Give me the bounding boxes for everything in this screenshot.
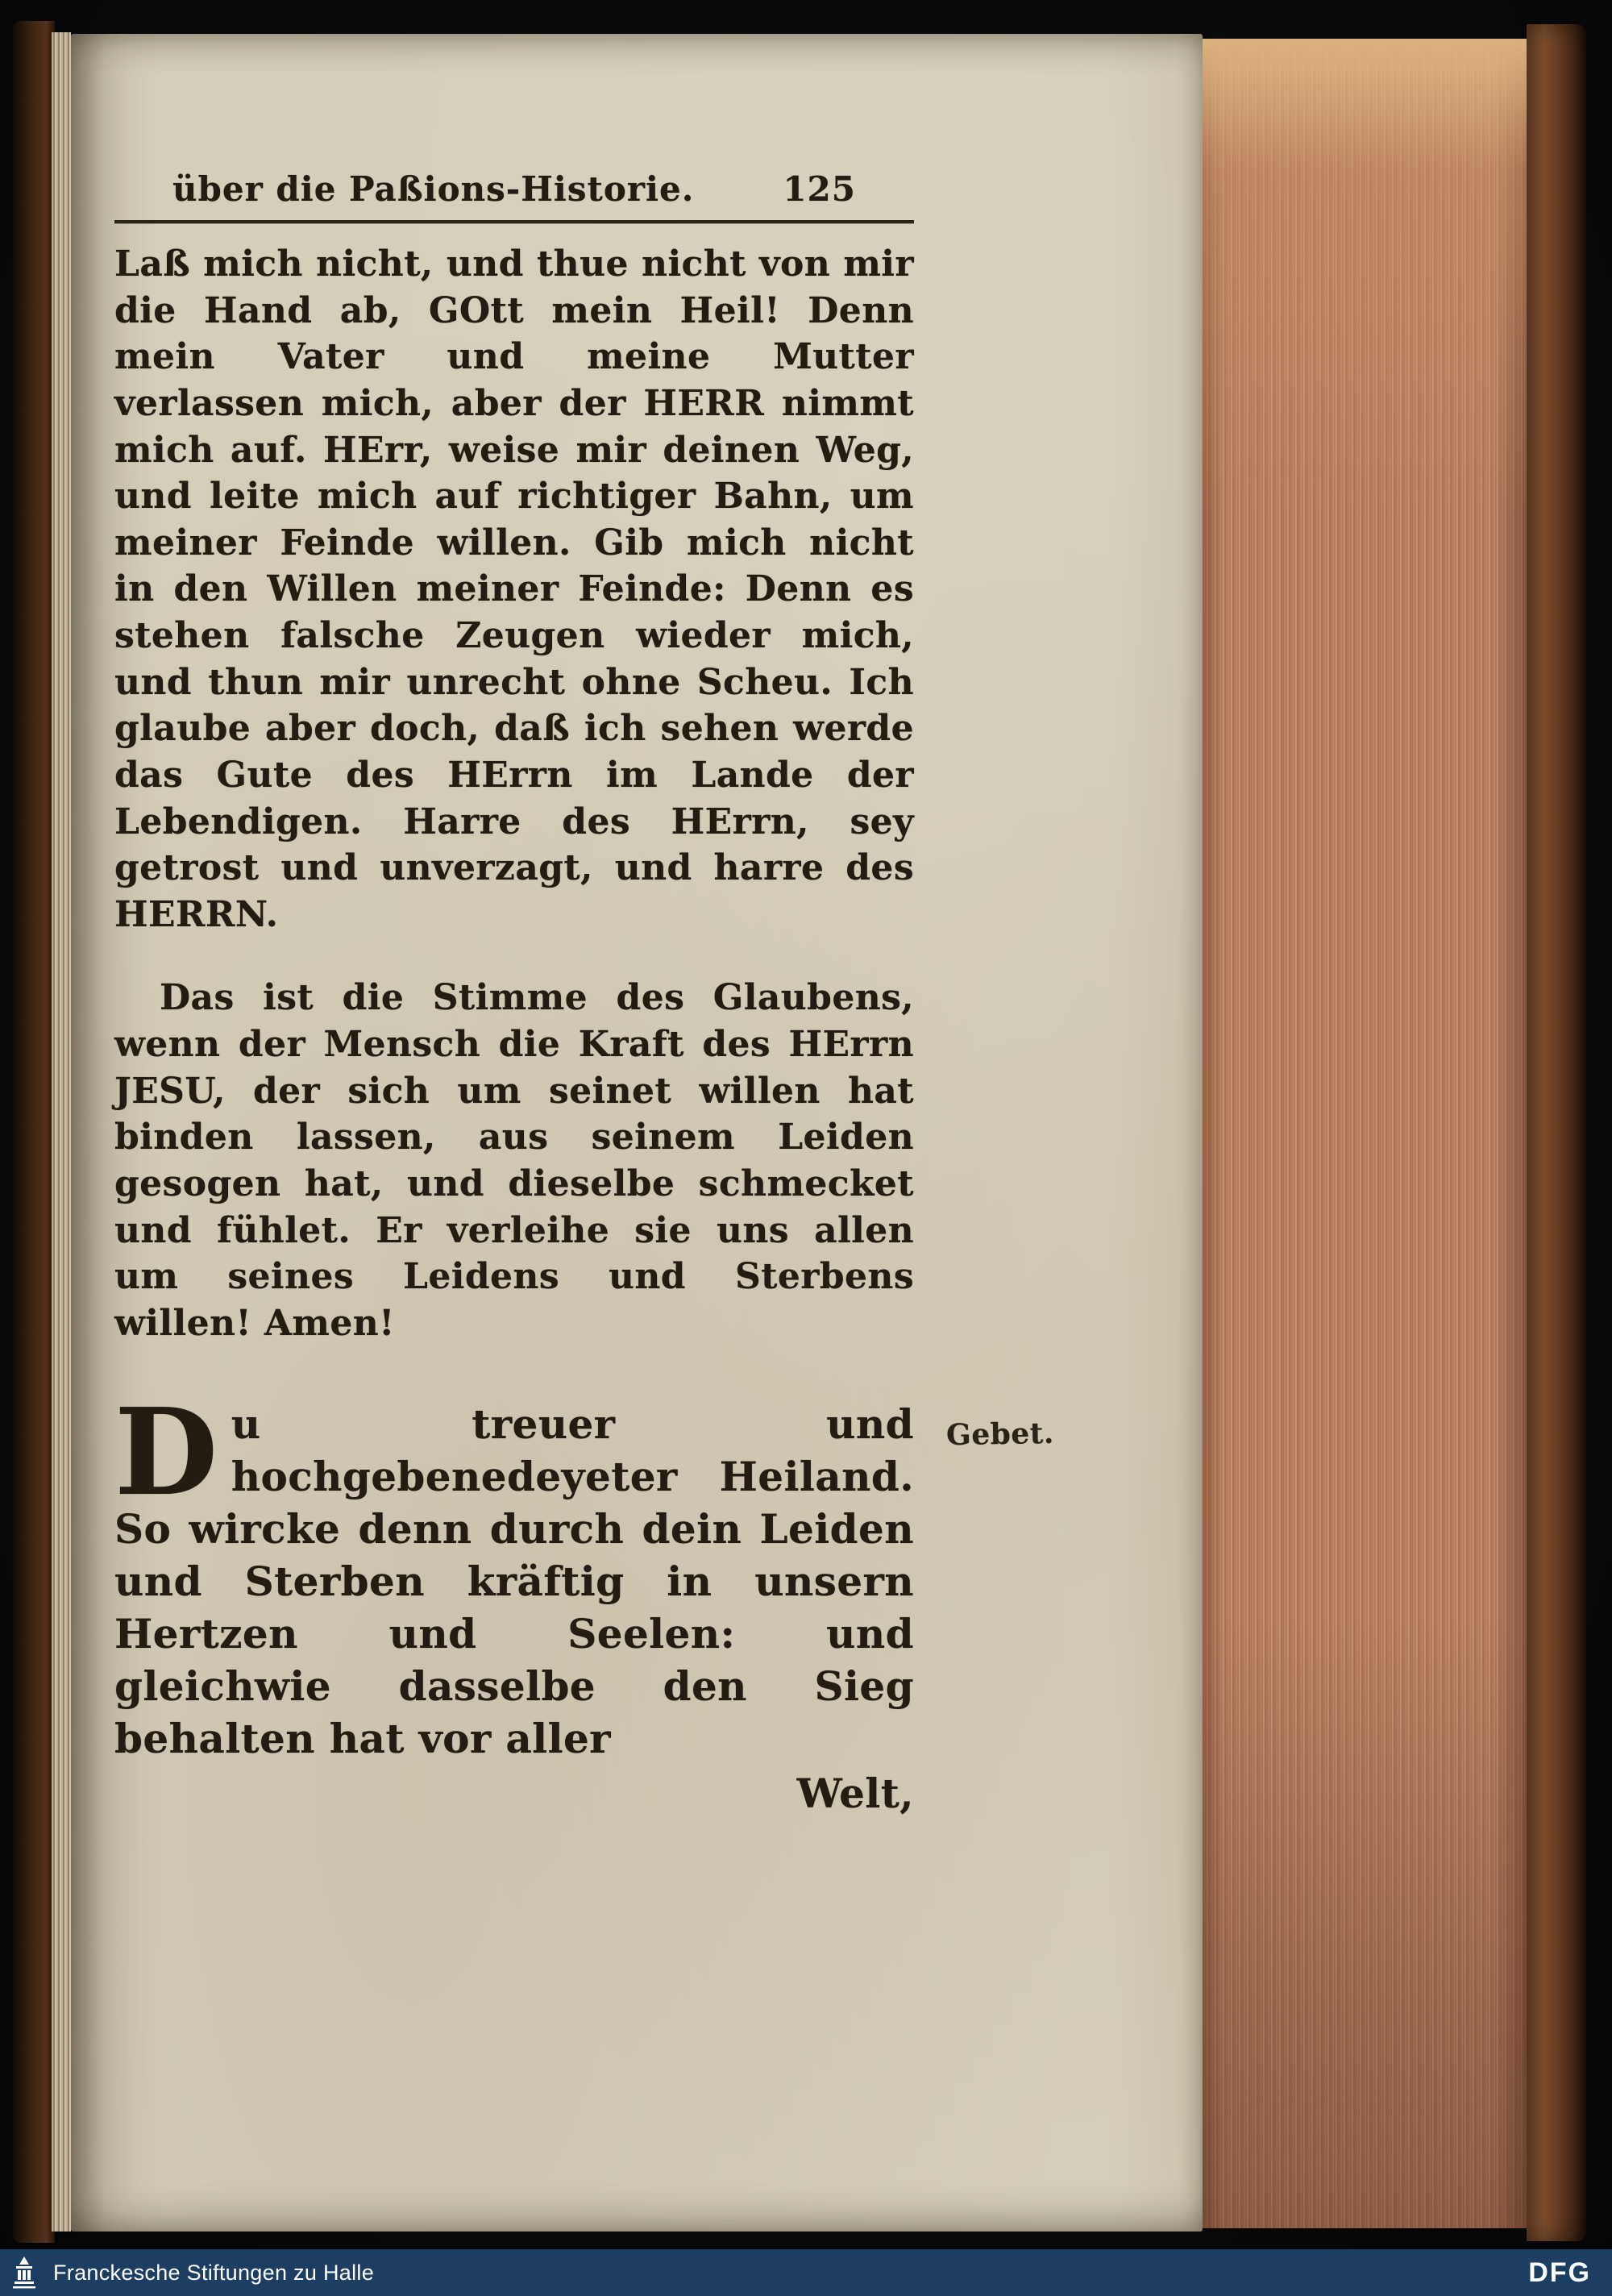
drop-cap-initial: D: [114, 1382, 218, 1523]
francke-stiftungen-logo-icon: [6, 2254, 42, 2291]
footer-left-group: [0, 2254, 374, 2291]
prayer-text: u treuer und hochgebenedeyeter Heiland. So wircke denn durch dein Leiden und Sterben kräftig in unsern Hertzen und Seelen: und gleichwie dasselbe den Sieg behalten hat vor aller: [114, 1400, 914, 1763]
catchword: Welt,: [796, 1770, 914, 1818]
paragraph-psalm-text: Laß mich nicht, und thue nicht von mir die Hand ab, GOtt mein Heil! Denn mein Vater und meine Mutter verlassen mich, aber der HERR nimmt mich auf. HErr, weise mir deinen Weg, und leite mich auf richtiger Bahn, um meiner Feinde willen. Gib mich nicht in den Willen meiner Feinde: Denn es stehen falsche Zeugen wieder mich, und thun mir unrecht ohne Scheu. Ich glaube aber doch, daß ich sehen werde das Gute des HErrn im Lande der Lebendigen. Harre des HErrn, sey getrost und unverzagt, und harre des HERRN.: [114, 243, 914, 935]
institution-name: Franckesche Stiftungen zu Halle: [53, 2260, 375, 2285]
running-title: über die Paßions-Historie.: [172, 169, 695, 209]
header-rule: [114, 220, 914, 223]
page-header: [114, 169, 914, 209]
page-number: 125: [783, 169, 856, 209]
fore-edge-pages: [1203, 39, 1527, 2228]
book-spine-edge: [13, 21, 55, 2243]
book-page: [71, 34, 1203, 2232]
text-block: [114, 169, 914, 1817]
left-page-edges: [52, 32, 71, 2232]
margin-note-gebet: Gebet.: [945, 1416, 1055, 1453]
book-cover: [1527, 24, 1586, 2241]
paragraph-prayer: [114, 1382, 914, 1765]
paragraph-exposition: Das ist die Stimme des Glaubens, wenn der Mensch die Kraft des HErrn JESU, der sich um seinet willen hat binden lassen, aus seinem Leiden gesogen hat, und dieselbe schmecket und fühlet. Er verleihe sie uns allen um seines Leidens und Sterbens willen! Amen!: [114, 977, 914, 1344]
footer-bar: [0, 2249, 1612, 2296]
dfg-logo: DFG: [1528, 2256, 1591, 2288]
